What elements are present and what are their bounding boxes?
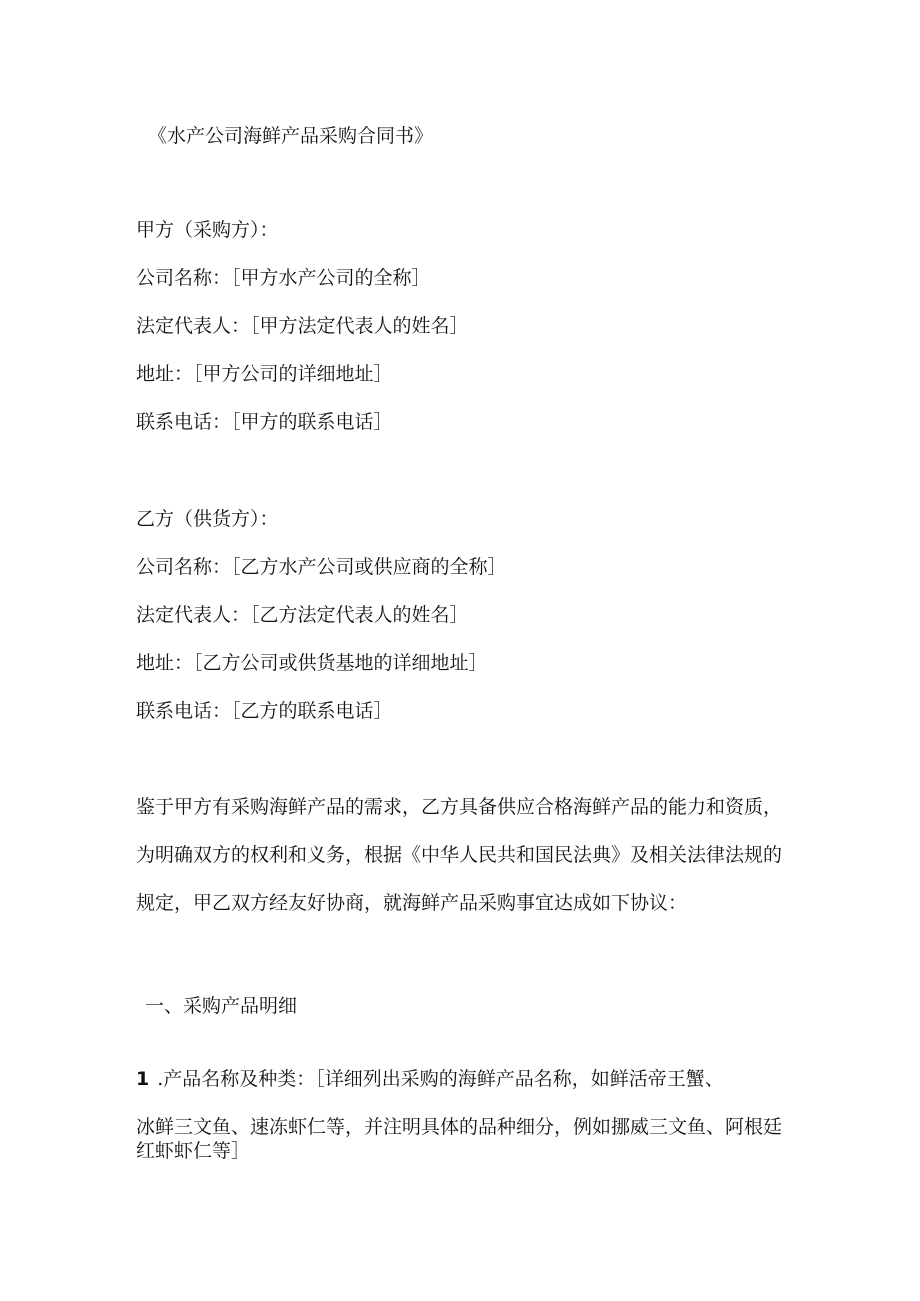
preamble-line-3: 规定，甲乙双方经友好协商，就海鲜产品采购事宜达成如下协议：	[136, 892, 688, 914]
item-1-line-3: 红虾虾仁等］	[136, 1140, 251, 1162]
item-1-line-2: 冰鲜三文鱼、速冻虾仁等，并注明具体的品种细分，例如挪威三文鱼、阿根廷	[136, 1116, 783, 1138]
item-1-text-1: .产品名称及种类：［详细列出采购的海鲜产品名称，如鲜活帝王蟹、	[157, 1068, 724, 1090]
party-a-representative: 法定代表人：［甲方法定代表人的姓名］	[136, 315, 469, 337]
party-a-phone: 联系电话：［甲方的联系电话］	[136, 411, 393, 433]
item-1-number: 1	[136, 1068, 150, 1090]
party-b-representative: 法定代表人：［乙方法定代表人的姓名］	[136, 604, 469, 626]
party-a-address: 地址：［甲方公司的详细地址］	[136, 363, 393, 385]
party-b-company: 公司名称：［乙方水产公司或供应商的全称］	[136, 556, 507, 578]
item-1-line-1	[136, 1067, 724, 1091]
preamble-line-1: 鉴于甲方有采购海鲜产品的需求，乙方具备供应合格海鲜产品的能力和资质，	[136, 796, 783, 818]
document-title: 《水产公司海鲜产品采购合同书》	[148, 125, 434, 147]
party-a-heading: 甲方（采购方）：	[136, 219, 279, 241]
party-a-company: 公司名称：［甲方水产公司的全称］	[136, 267, 431, 289]
party-b-address: 地址：［乙方公司或供货基地的详细地址］	[136, 652, 488, 674]
party-b-heading: 乙方（供货方）：	[136, 508, 279, 530]
preamble-line-2: 为明确双方的权利和义务，根据《中华人民共和国民法典》及相关法律法规的	[136, 844, 783, 866]
section-1-heading: 一、采购产品明细	[145, 995, 298, 1017]
party-b-phone: 联系电话：［乙方的联系电话］	[136, 700, 393, 722]
